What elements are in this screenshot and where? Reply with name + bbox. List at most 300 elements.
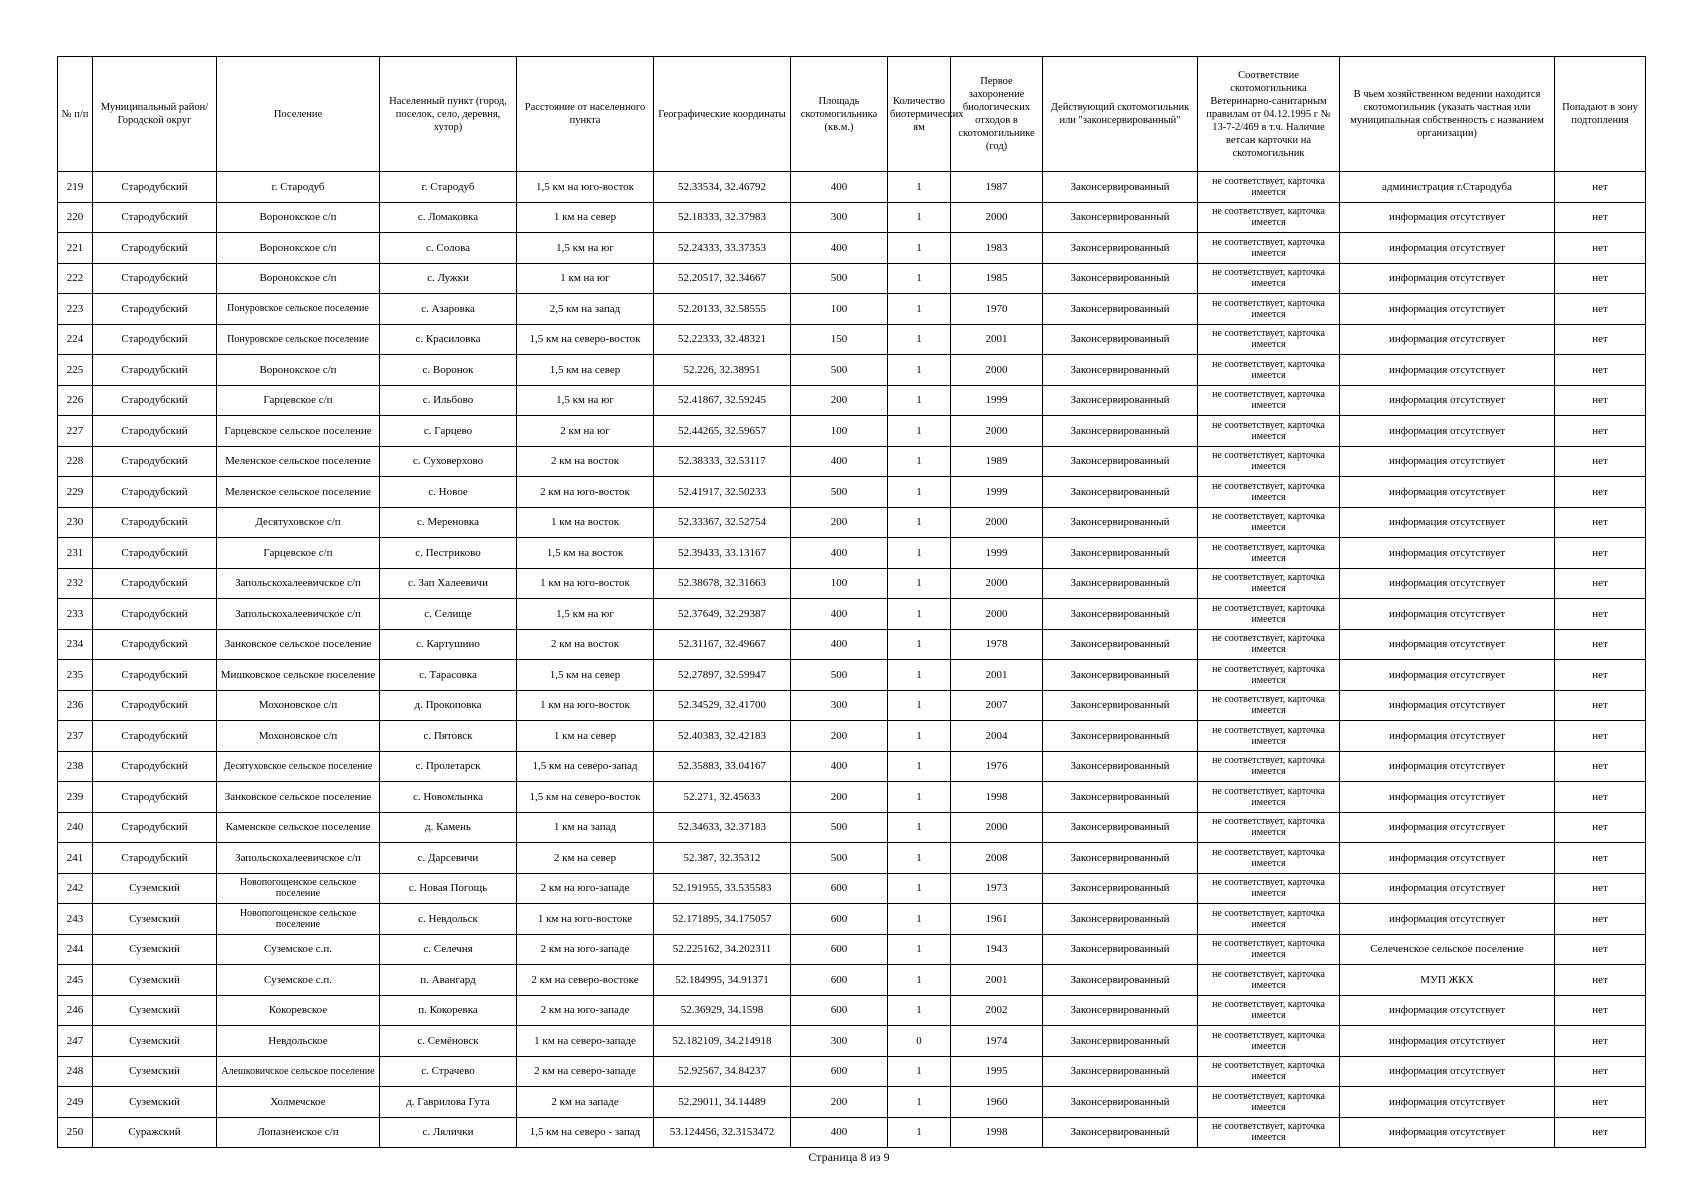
table-cell: 52.38678, 32.31663 — [654, 568, 791, 599]
table-cell: 228 — [58, 446, 93, 477]
table-cell: Законсервированный — [1043, 782, 1198, 813]
table-cell: 100 — [791, 294, 888, 325]
table-cell: не соответствует, карточка имеется — [1198, 1087, 1340, 1118]
table-cell: нет — [1555, 751, 1646, 782]
table-cell: Стародубский — [93, 202, 217, 233]
table-row — [58, 1056, 1646, 1087]
table-cell: 1 км на север — [517, 721, 654, 752]
table-cell: информация отсутствует — [1340, 1087, 1555, 1118]
table-cell: 400 — [791, 629, 888, 660]
table-cell: 52.35883, 33.04167 — [654, 751, 791, 782]
table-cell: 1987 — [951, 172, 1043, 203]
table-cell: 2000 — [951, 355, 1043, 386]
table-cell: Суземский — [93, 1026, 217, 1057]
table-cell: г. Стародуб — [380, 172, 517, 203]
table-cell: Законсервированный — [1043, 660, 1198, 691]
table-row — [58, 934, 1646, 965]
table-cell: 2000 — [951, 568, 1043, 599]
table-cell: нет — [1555, 690, 1646, 721]
table-cell: не соответствует, карточка имеется — [1198, 995, 1340, 1026]
table-cell: Суземский — [93, 1087, 217, 1118]
table-cell: 52.33367, 32.52754 — [654, 507, 791, 538]
table-cell: 1 — [888, 751, 951, 782]
table-cell: нет — [1555, 324, 1646, 355]
table-cell: 220 — [58, 202, 93, 233]
table-cell: 219 — [58, 172, 93, 203]
table-cell: Десятуховское с/п — [217, 507, 380, 538]
table-cell: с. Новое — [380, 477, 517, 508]
table-cell: Кокоревское — [217, 995, 380, 1026]
table-cell: 1998 — [951, 1117, 1043, 1148]
table-cell: Стародубский — [93, 538, 217, 569]
table-cell: не соответствует, карточка имеется — [1198, 202, 1340, 233]
table-cell: не соответствует, карточка имеется — [1198, 385, 1340, 416]
table-row — [58, 538, 1646, 569]
table-cell: 1 — [888, 690, 951, 721]
table-cell: 300 — [791, 1026, 888, 1057]
table-cell: не соответствует, карточка имеется — [1198, 172, 1340, 203]
table-cell: Воронокское с/п — [217, 263, 380, 294]
table-cell: Стародубский — [93, 782, 217, 813]
table-cell: Стародубский — [93, 507, 217, 538]
table-cell: нет — [1555, 202, 1646, 233]
table-cell: 52.387, 32.35312 — [654, 843, 791, 874]
column-header: Населенный пункт (город, поселок, село, деревня, хутор) — [380, 57, 517, 172]
table-cell: Законсервированный — [1043, 599, 1198, 630]
table-cell: информация отсутствует — [1340, 355, 1555, 386]
table-cell: 52.27897, 32.59947 — [654, 660, 791, 691]
table-cell: 500 — [791, 477, 888, 508]
table-cell: не соответствует, карточка имеется — [1198, 934, 1340, 965]
table-cell: 1 — [888, 446, 951, 477]
table-row — [58, 477, 1646, 508]
table-cell: Законсервированный — [1043, 1117, 1198, 1148]
table-cell: 223 — [58, 294, 93, 325]
table-cell: нет — [1555, 904, 1646, 935]
table-cell: Суземское с.п. — [217, 934, 380, 965]
table-cell: информация отсутствует — [1340, 873, 1555, 904]
table-cell: с. Пролетарск — [380, 751, 517, 782]
table-cell: не соответствует, карточка имеется — [1198, 263, 1340, 294]
table-cell: 230 — [58, 507, 93, 538]
table-cell: 400 — [791, 599, 888, 630]
table-cell: 1,5 км на север — [517, 355, 654, 386]
table-cell: 2001 — [951, 965, 1043, 996]
table-row — [58, 965, 1646, 996]
table-cell: Гарцевское с/п — [217, 538, 380, 569]
table-cell: Законсервированный — [1043, 355, 1198, 386]
column-header: Соответствие скотомогильника Ветеринарно-санитарным правилам от 04.12.1995 г № 13-7-2/469 в т.ч. Наличие ветсан карточки на скотомогильник — [1198, 57, 1340, 172]
table-cell: 52.34633, 32.37183 — [654, 812, 791, 843]
table-cell: Суземский — [93, 965, 217, 996]
table-cell: 300 — [791, 690, 888, 721]
table-cell: 52.226, 32.38951 — [654, 355, 791, 386]
table-cell: 52.20133, 32.58555 — [654, 294, 791, 325]
table-cell: 1,5 км на северо-восток — [517, 324, 654, 355]
table-row — [58, 629, 1646, 660]
table-cell: 1,5 км на юг — [517, 233, 654, 264]
table-cell: 1995 — [951, 1056, 1043, 1087]
table-cell: Лопазненское с/п — [217, 1117, 380, 1148]
table-cell: 52.29011, 34.14489 — [654, 1087, 791, 1118]
table-row — [58, 355, 1646, 386]
table-cell: 52.182109, 34.214918 — [654, 1026, 791, 1057]
table-cell: 2001 — [951, 660, 1043, 691]
table-cell: Мохоновское с/п — [217, 721, 380, 752]
table-cell: 236 — [58, 690, 93, 721]
table-cell: информация отсутствует — [1340, 1117, 1555, 1148]
table-cell: 1 — [888, 934, 951, 965]
table-cell: информация отсутствует — [1340, 294, 1555, 325]
table-cell: Стародубский — [93, 385, 217, 416]
table-cell: Алешковичское сельское поселение — [217, 1056, 380, 1087]
table-cell: 237 — [58, 721, 93, 752]
table-cell: не соответствует, карточка имеется — [1198, 324, 1340, 355]
table-header-row — [58, 57, 1646, 172]
table-cell: с. Зап Халеевичи — [380, 568, 517, 599]
table-cell: 1 — [888, 812, 951, 843]
table-cell: 0 — [888, 1026, 951, 1057]
table-cell: 1 — [888, 202, 951, 233]
table-cell: 2 км на юг — [517, 416, 654, 447]
table-cell: Законсервированный — [1043, 568, 1198, 599]
table-cell: Мишковское сельское поселение — [217, 660, 380, 691]
column-header: Действующий скотомогильник или "законсервированный" — [1043, 57, 1198, 172]
table-cell: не соответствует, карточка имеется — [1198, 568, 1340, 599]
table-cell: Стародубский — [93, 416, 217, 447]
table-cell: Меленское сельское поселение — [217, 477, 380, 508]
table-cell: 249 — [58, 1087, 93, 1118]
table-cell: 500 — [791, 843, 888, 874]
table-cell: Законсервированный — [1043, 233, 1198, 264]
table-cell: информация отсутствует — [1340, 385, 1555, 416]
table-cell: г. Стародуб — [217, 172, 380, 203]
table-cell: Холмечское — [217, 1087, 380, 1118]
table-cell: информация отсутствует — [1340, 812, 1555, 843]
table-cell: Суземский — [93, 1056, 217, 1087]
table-cell: Гарцевское сельское поселение — [217, 416, 380, 447]
table-cell: 200 — [791, 782, 888, 813]
table-cell: 2000 — [951, 202, 1043, 233]
table-cell: 1,5 км на север — [517, 660, 654, 691]
table-cell: 247 — [58, 1026, 93, 1057]
table-cell: 1 — [888, 263, 951, 294]
table-cell: Законсервированный — [1043, 202, 1198, 233]
table-row — [58, 751, 1646, 782]
table-cell: 232 — [58, 568, 93, 599]
table-cell: Стародубский — [93, 721, 217, 752]
table-cell: 52.22333, 32.48321 — [654, 324, 791, 355]
table-cell: Понуровское сельское поселение — [217, 294, 380, 325]
table-cell: 2 км на юго-восток — [517, 477, 654, 508]
table-cell: с. Селище — [380, 599, 517, 630]
table-cell: 500 — [791, 355, 888, 386]
table-cell: информация отсутствует — [1340, 446, 1555, 477]
table-cell: 1 — [888, 904, 951, 935]
table-cell: 221 — [58, 233, 93, 264]
table-cell: 1 — [888, 782, 951, 813]
table-cell: Новопогощенское сельское поселение — [217, 904, 380, 935]
table-cell: 2 км на восток — [517, 629, 654, 660]
table-cell: с. Азаровка — [380, 294, 517, 325]
table-cell: нет — [1555, 599, 1646, 630]
table-cell: 1 — [888, 538, 951, 569]
table-cell: 1 — [888, 965, 951, 996]
table-cell: не соответствует, карточка имеется — [1198, 1117, 1340, 1148]
table-cell: п. Кокоревка — [380, 995, 517, 1026]
table-cell: Законсервированный — [1043, 446, 1198, 477]
table-row — [58, 690, 1646, 721]
table-cell: 2 км на юго-западе — [517, 995, 654, 1026]
table-cell: Законсервированный — [1043, 1026, 1198, 1057]
table-cell: не соответствует, карточка имеется — [1198, 416, 1340, 447]
table-cell: информация отсутствует — [1340, 843, 1555, 874]
table-cell: Меленское сельское поселение — [217, 446, 380, 477]
table-cell: 235 — [58, 660, 93, 691]
table-cell: с. Воронок — [380, 355, 517, 386]
table-cell: нет — [1555, 812, 1646, 843]
table-cell: 2002 — [951, 995, 1043, 1026]
table-cell: 244 — [58, 934, 93, 965]
table-cell: 242 — [58, 873, 93, 904]
table-cell: информация отсутствует — [1340, 477, 1555, 508]
table-cell: 1,5 км на северо-восток — [517, 782, 654, 813]
table-cell: информация отсутствует — [1340, 538, 1555, 569]
table-cell: 400 — [791, 751, 888, 782]
table-cell: информация отсутствует — [1340, 233, 1555, 264]
table-cell: 229 — [58, 477, 93, 508]
table-cell: Законсервированный — [1043, 873, 1198, 904]
table-cell: 1 — [888, 1087, 951, 1118]
table-cell: с. Суховерхово — [380, 446, 517, 477]
table-cell: Новопогощенское сельское поселение — [217, 873, 380, 904]
table-row — [58, 324, 1646, 355]
table-cell: с. Тарасовка — [380, 660, 517, 691]
column-header: Площадь скотомогильника (кв.м.) — [791, 57, 888, 172]
table-row — [58, 782, 1646, 813]
table-cell: 2 км на север — [517, 843, 654, 874]
table-cell: информация отсутствует — [1340, 904, 1555, 935]
table-cell: с. Картушино — [380, 629, 517, 660]
table-cell: не соответствует, карточка имеется — [1198, 965, 1340, 996]
table-cell: 52.41917, 32.50233 — [654, 477, 791, 508]
column-header: № п/п — [58, 57, 93, 172]
table-cell: Стародубский — [93, 233, 217, 264]
table-cell: не соответствует, карточка имеется — [1198, 751, 1340, 782]
table-cell: 238 — [58, 751, 93, 782]
table-cell: нет — [1555, 934, 1646, 965]
table-cell: с. Мереновка — [380, 507, 517, 538]
table-cell: не соответствует, карточка имеется — [1198, 812, 1340, 843]
table-cell: 52.191955, 33.535583 — [654, 873, 791, 904]
table-cell: не соответствует, карточка имеется — [1198, 538, 1340, 569]
table-cell: д. Камень — [380, 812, 517, 843]
table-cell: 52.92567, 34.84237 — [654, 1056, 791, 1087]
table-cell: 1960 — [951, 1087, 1043, 1118]
table-row — [58, 263, 1646, 294]
table-cell: Селеченское сельское поселение — [1340, 934, 1555, 965]
table-cell: с. Дарсевичи — [380, 843, 517, 874]
table-cell: информация отсутствует — [1340, 660, 1555, 691]
table-cell: нет — [1555, 965, 1646, 996]
table-cell: нет — [1555, 355, 1646, 386]
table-cell: 1 — [888, 599, 951, 630]
column-header: В чьем хозяйственном ведении находится скотомогильник (указать частная или муниципальная собственность с названием организации) — [1340, 57, 1555, 172]
table-row — [58, 812, 1646, 843]
table-cell: с. Солова — [380, 233, 517, 264]
table-cell: информация отсутствует — [1340, 416, 1555, 447]
table-cell: нет — [1555, 538, 1646, 569]
table-cell: не соответствует, карточка имеется — [1198, 1026, 1340, 1057]
table-cell: Стародубский — [93, 477, 217, 508]
table-cell: 2,5 км на запад — [517, 294, 654, 325]
table-cell: Законсервированный — [1043, 324, 1198, 355]
table-cell: 1 — [888, 233, 951, 264]
table-cell: 100 — [791, 416, 888, 447]
table-cell: 600 — [791, 934, 888, 965]
table-cell: Каменское сельское поселение — [217, 812, 380, 843]
table-cell: 400 — [791, 538, 888, 569]
table-cell: информация отсутствует — [1340, 721, 1555, 752]
table-cell: 600 — [791, 904, 888, 935]
table-cell: Запольскохалеевичское с/п — [217, 843, 380, 874]
table-cell: 1 км на север — [517, 202, 654, 233]
table-cell: нет — [1555, 1117, 1646, 1148]
table-cell: 52.40383, 32.42183 — [654, 721, 791, 752]
table-cell: с. Ломаковка — [380, 202, 517, 233]
table-cell: 2 км на северо-востоке — [517, 965, 654, 996]
table-cell: Законсервированный — [1043, 416, 1198, 447]
table-cell: Невдольское — [217, 1026, 380, 1057]
table-cell: Стародубский — [93, 812, 217, 843]
table-cell: Законсервированный — [1043, 843, 1198, 874]
table-cell: 248 — [58, 1056, 93, 1087]
column-header: Поселение — [217, 57, 380, 172]
table-cell: 2 км на западе — [517, 1087, 654, 1118]
table-cell: Стародубский — [93, 294, 217, 325]
table-cell: не соответствует, карточка имеется — [1198, 629, 1340, 660]
table-cell: 400 — [791, 233, 888, 264]
table-cell: Стародубский — [93, 843, 217, 874]
table-cell: Законсервированный — [1043, 477, 1198, 508]
table-cell: информация отсутствует — [1340, 202, 1555, 233]
table-cell: нет — [1555, 263, 1646, 294]
table-cell: Законсервированный — [1043, 1087, 1198, 1118]
table-cell: с. Селечня — [380, 934, 517, 965]
table-cell: 52.171895, 34.175057 — [654, 904, 791, 935]
table-cell: 1 — [888, 1117, 951, 1148]
table-cell: 240 — [58, 812, 93, 843]
table-cell: 231 — [58, 538, 93, 569]
table-cell: 1 — [888, 995, 951, 1026]
table-cell: 1 — [888, 172, 951, 203]
table-cell: Суражский — [93, 1117, 217, 1148]
table-cell: Мохоновское с/п — [217, 690, 380, 721]
table-cell: 2000 — [951, 599, 1043, 630]
table-cell: не соответствует, карточка имеется — [1198, 1056, 1340, 1087]
table-cell: 1 — [888, 507, 951, 538]
table-cell: не соответствует, карточка имеется — [1198, 294, 1340, 325]
table-cell: не соответствует, карточка имеется — [1198, 355, 1340, 386]
table-cell: информация отсутствует — [1340, 629, 1555, 660]
table-cell: нет — [1555, 416, 1646, 447]
table-cell: не соответствует, карточка имеется — [1198, 721, 1340, 752]
table-cell: 52.225162, 34.202311 — [654, 934, 791, 965]
table-row — [58, 568, 1646, 599]
table-cell: 1976 — [951, 751, 1043, 782]
table-cell: не соответствует, карточка имеется — [1198, 507, 1340, 538]
table-cell: 1973 — [951, 873, 1043, 904]
table-cell: 250 — [58, 1117, 93, 1148]
table-cell: нет — [1555, 568, 1646, 599]
table-cell: с. Ильбово — [380, 385, 517, 416]
table-cell: с. Красиловка — [380, 324, 517, 355]
table-cell: Воронокское с/п — [217, 202, 380, 233]
table-row — [58, 172, 1646, 203]
table-cell: Законсервированный — [1043, 904, 1198, 935]
table-cell: Гарцевское с/п — [217, 385, 380, 416]
table-cell: 500 — [791, 660, 888, 691]
table-cell: 1999 — [951, 538, 1043, 569]
table-cell: Суземский — [93, 934, 217, 965]
table-cell: не соответствует, карточка имеется — [1198, 904, 1340, 935]
table-row — [58, 1087, 1646, 1118]
table-cell: 400 — [791, 446, 888, 477]
table-cell: 1 — [888, 385, 951, 416]
table-cell: 2 км на юго-западе — [517, 873, 654, 904]
table-cell: нет — [1555, 446, 1646, 477]
table-cell: информация отсутствует — [1340, 568, 1555, 599]
table-cell: 1,5 км на юго-восток — [517, 172, 654, 203]
table-cell: 600 — [791, 965, 888, 996]
table-cell: 200 — [791, 507, 888, 538]
table-cell: 1 км на юг — [517, 263, 654, 294]
table-cell: с. Лужки — [380, 263, 517, 294]
table-cell: Законсервированный — [1043, 629, 1198, 660]
table-cell: с. Новомлынка — [380, 782, 517, 813]
table-cell: 600 — [791, 1056, 888, 1087]
table-cell: 1 — [888, 477, 951, 508]
table-cell: Стародубский — [93, 172, 217, 203]
table-cell: нет — [1555, 660, 1646, 691]
table-cell: 1943 — [951, 934, 1043, 965]
table-cell: 1,5 км на северо - запад — [517, 1117, 654, 1148]
table-cell: не соответствует, карточка имеется — [1198, 446, 1340, 477]
table-body — [58, 172, 1646, 1148]
table-cell: нет — [1555, 233, 1646, 264]
table-cell: 245 — [58, 965, 93, 996]
table-cell: информация отсутствует — [1340, 1056, 1555, 1087]
table-cell: 600 — [791, 873, 888, 904]
table-cell: 300 — [791, 202, 888, 233]
table-row — [58, 843, 1646, 874]
table-cell: нет — [1555, 385, 1646, 416]
table-row — [58, 1026, 1646, 1057]
table-row — [58, 599, 1646, 630]
table-cell: 1 — [888, 568, 951, 599]
table-cell: Запольскохалеевичское с/п — [217, 568, 380, 599]
table-cell: 400 — [791, 172, 888, 203]
table-row — [58, 385, 1646, 416]
table-cell: 1 — [888, 629, 951, 660]
table-cell: с. Невдольск — [380, 904, 517, 935]
table-cell: 233 — [58, 599, 93, 630]
table-cell: не соответствует, карточка имеется — [1198, 873, 1340, 904]
table-cell: 53.124456, 32.3153472 — [654, 1117, 791, 1148]
table-cell: 2 км на северо-западе — [517, 1056, 654, 1087]
table-cell: 1 — [888, 324, 951, 355]
table-cell: 1,5 км на северо-запад — [517, 751, 654, 782]
